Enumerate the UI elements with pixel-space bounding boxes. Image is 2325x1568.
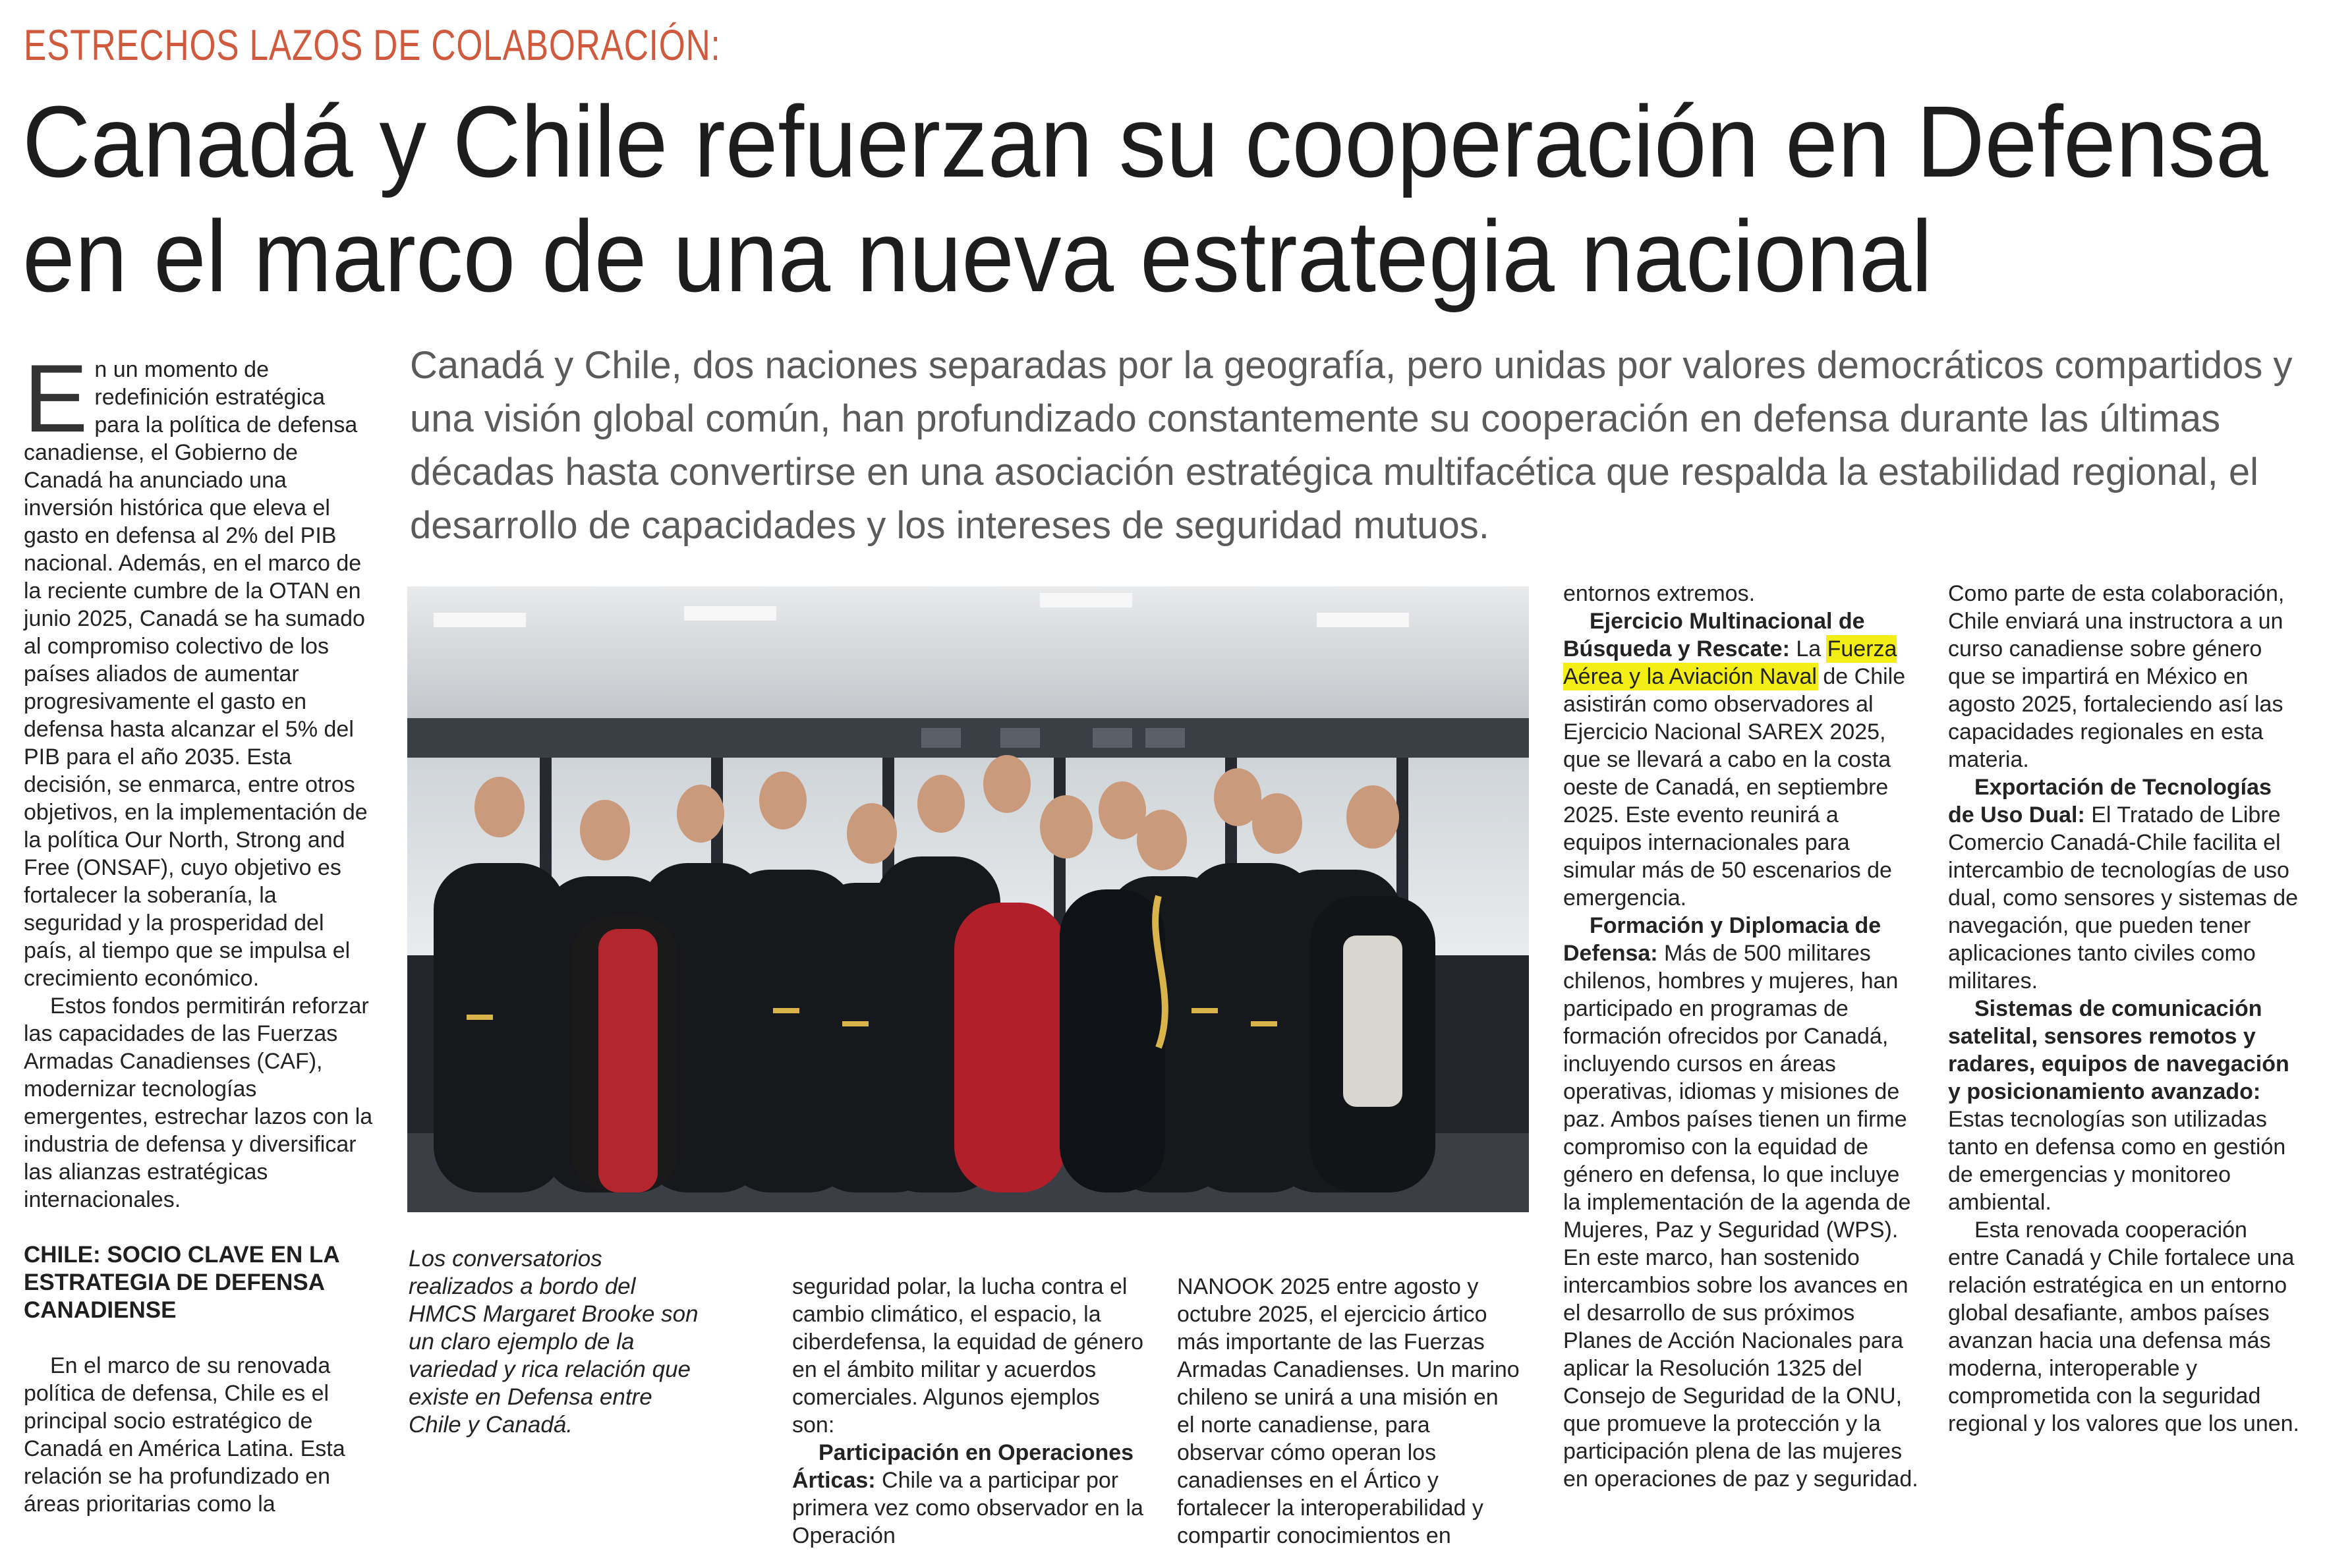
group-photo-bridge bbox=[407, 586, 1529, 1212]
paragraph bbox=[1563, 912, 1919, 1493]
paragraph-text: La bbox=[1789, 636, 1827, 661]
column-3 bbox=[792, 1273, 1148, 1550]
kicker: ESTRECHOS LAZOS DE COLABORACIÓN: bbox=[24, 20, 721, 69]
bold-lead: Sistemas de comunicación satelital, sensores remotos y radares, equipos de navegación y posicionamiento avanzado: bbox=[1948, 996, 2289, 1104]
paragraph: Como parte de esta colaboración, Chile enviará una instructora a un curso canadiense sobre género que se impartirá en México en agosto 2025, fortaleciendo así las capacidades regionales en esta materia. bbox=[1948, 581, 2285, 772]
headline bbox=[22, 84, 2290, 314]
paragraph bbox=[24, 345, 373, 992]
paragraph-text: Estas tecnologías son utilizadas tanto en defensa como en gestión de emergencias y monitoreo ambiental. bbox=[1948, 1107, 2286, 1215]
section-subhead: CHILE: SOCIO CLAVE EN LA ESTRATEGIA DE DEFENSA CANADIENSE bbox=[24, 1242, 339, 1323]
bold-lead: Exportación de Tecnologías de Uso Dual: bbox=[1948, 775, 2272, 827]
paragraph-text: Más de 500 militares chilenos, hombres y mujeres, han participado en programas de formación ofrecidos por Canadá, incluyendo cursos en áreas operativas, idiomas y misiones de paz. Ambos países tienen un firme compromiso con la equidad de género en defensa, lo que incluye la implementación de la agenda de Mujeres, Paz y Seguridad (WPS). En este marco, han sostenido intercambios sobre los avances en el desarrollo de sus próximos Planes de Acción Nacionales para aplicar la Resolución 1325 del Consejo de Seguridad de la ONU, que promueve la protección y la participación plena de las mujeres en operaciones de paz y seguridad. bbox=[1563, 941, 1918, 1492]
paragraph: entornos extremos. bbox=[1563, 581, 1756, 606]
column-1 bbox=[24, 345, 373, 1518]
paragraph-text: Chile va a participar por primera vez como observador en la Operación bbox=[792, 1468, 1143, 1548]
paragraph bbox=[1948, 995, 2304, 1216]
paragraph: Esta renovada cooperación entre Canadá y Chile fortalece una relación estratégica en un entorno global desafiante, ambos países avanzan hacia una defensa más moderna, interoperable y comprometida con la seguridad regional y los valores que los unen. bbox=[1948, 1218, 2299, 1436]
highlighted-text: Fuerza Aérea y la Aviación Naval bbox=[1563, 636, 1897, 689]
paragraph bbox=[1563, 607, 1919, 912]
headline-line-2: en el marco de una nueva estrategia nacional bbox=[22, 200, 1933, 313]
column-6 bbox=[1948, 580, 2304, 1438]
drop-cap: E bbox=[24, 345, 88, 452]
paragraph bbox=[792, 1439, 1148, 1550]
bold-lead: Ejercicio Multinacional de Búsqueda y Rescate: bbox=[1563, 609, 1865, 661]
headline-line-1: Canadá y Chile refuerzan su cooperación en Defensa bbox=[22, 85, 2268, 198]
paragraph-text: El Tratado de Libre Comercio Canadá-Chile facilita el intercambio de tecnologías de uso dual, como sensores y sistemas de navegación, que pueden tener aplicaciones tanto civiles como militares. bbox=[1948, 802, 2299, 994]
column-4 bbox=[1177, 1273, 1520, 1550]
bold-lead: Participación en Operaciones Árticas: bbox=[792, 1440, 1134, 1493]
paragraph-text: de Chile asistirán como observadores al Ejercicio Nacional SAREX 2025, que se llevará a cabo en la costa oeste de Canadá, en septiembre 2025. Este evento reunirá a equipos internacionales para simular más de 50 escenarios de emergencia. bbox=[1563, 664, 1906, 910]
photo-caption: Los conversatorios realizados a bordo del HMCS Margaret Brooke son un claro ejemplo de la variedad y rica relación que existe en Defensa entre Chile y Canadá. bbox=[409, 1246, 699, 1438]
paragraph: seguridad polar, la lucha contra el cambio climático, el espacio, la ciberdefensa, la equidad de género en el ámbito militar y acuerdos comerciales. Algunos ejemplos son: bbox=[792, 1274, 1144, 1438]
paragraph bbox=[1948, 773, 2304, 995]
column-5 bbox=[1563, 580, 1919, 1493]
paragraph-text: n un momento de redefinición estratégica para la política de defensa canadiense, el Gobierno de Canadá ha anunciado una inversión histórica que eleva el gasto en defensa al 2% del PIB nacional. Además, en el marco de la reciente cumbre de la OTAN en junio 2025, Canadá se ha sumado al compromiso colectivo de los países aliados de aumentar progresivamente el gasto en defensa hasta alcanzar el 5% del PIB para el año 2035. Esta decisión, se enmarca, entre otros objetivos, en la implementación de la política Our North, Strong and Free (ONSAF), cuyo objetivo es fortalecer la soberanía, la seguridad y la prosperidad del país, al tiempo que se impulsa el crecimiento económico. bbox=[24, 357, 368, 991]
bold-lead: Formación y Diplomacia de Defensa: bbox=[1563, 913, 1881, 966]
photo bbox=[407, 586, 1529, 1212]
paragraph: NANOOK 2025 entre agosto y octubre 2025, el ejercicio ártico más importante de las Fuerzas Armadas Canadienses. Un marino chileno se unirá a una misión en el norte canadiense, para observar cómo operan los canadienses en el Ártico y fortalecer la interoperabilidad y compartir conocimientos en bbox=[1177, 1274, 1520, 1548]
paragraph: Estos fondos permitirán reforzar las capacidades de las Fuerzas Armadas Canadienses (CAF), modernizar tecnologías emergentes, estrechar lazos con la industria de defensa y diversificar las alianzas estratégicas internacionales. bbox=[24, 994, 373, 1212]
lead-paragraph: Canadá y Chile, dos naciones separadas por la geografía, pero unidas por valores democráticos compartidos y una visión global común, han profundizado constantemente su cooperación en defensa durante las últimas décadas hasta convertirse en una asociación estratégica multifacética que respalda la estabilidad regional, el desarrollo de capacidades y los intereses de seguridad mutuos. bbox=[410, 344, 2293, 547]
paragraph: En el marco de su renovada política de defensa, Chile es el principal socio estratégico de Canadá en América Latina. Esta relación se ha profundizado en áreas prioritarias como la bbox=[24, 1353, 345, 1517]
